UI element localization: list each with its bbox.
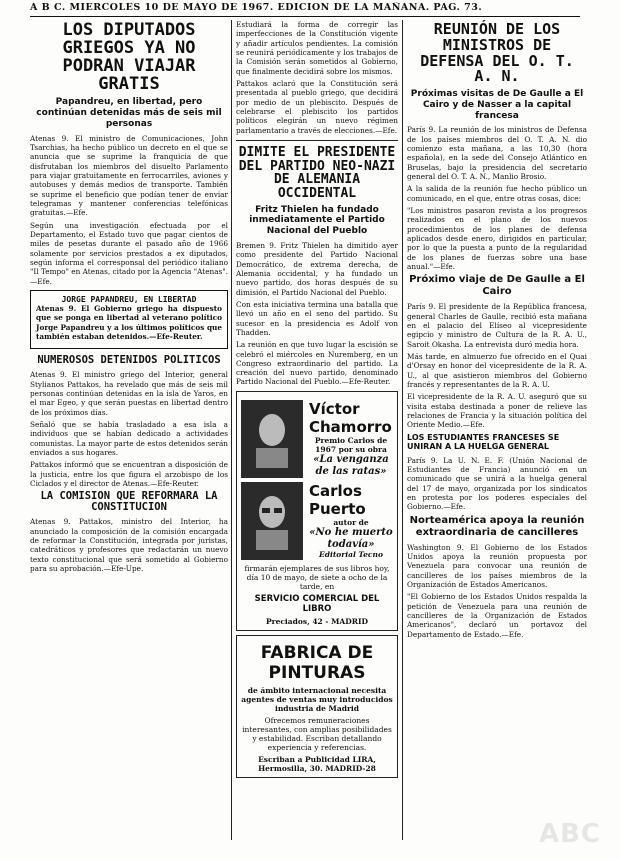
column-middle xyxy=(236,20,398,856)
article-paragraph: Bremen 9. Fritz Thielen ha dimitido ayer como presidente del Partido Nacional Democrático, de extrema derecha, de Alemania occidental, y ha fundado un nuevo partido, dos horas después de su dimisión, el Partido Nacional del Pueblo. xyxy=(236,240,398,297)
paint-factory-advertisement xyxy=(236,635,398,778)
subhead-thielen: Fritz Thielen ha fundado inmediatamente el Partido Nacional del Pueblo xyxy=(249,204,385,237)
book-title: «La venganza de las ratas» xyxy=(313,454,389,477)
column-right xyxy=(407,20,587,856)
headline-neo-nazi-party: DIMITE EL PRESIDENTE DEL PARTIDO NEO-NAZI DE ALEMANIA OCCIDENTAL xyxy=(238,144,396,201)
section-title-students: LOS ESTUDIANTES FRANCESES SE UNIRAN A LA HUELGA GENERAL xyxy=(407,432,560,452)
book-title: «No he muerto todavía» xyxy=(309,527,393,550)
article-paragraph: Atenas 9. Pattakos, ministro del Interior, ha anunciado la composición de la comisión encargada de reformar la Constitución, integrada por juristas, catedráticos y profesores que redactarán un nuevo texto constitucional que será sometido al Gobierno para su aprobación.—Efe-Upe. xyxy=(30,517,228,573)
autor-label: autor de xyxy=(333,518,369,528)
column-left xyxy=(30,20,228,856)
article-paragraph: Estudiará la forma de corregir las imperfecciones de la Constitución vigente y añadir artículos pendientes. La comisión se reunirá periódicamente y los trabajos de la Comisión serán sometidos al Gobierno, que finalmente decidirá sobre los mismos. xyxy=(236,20,398,76)
store-name: SERVICIO COMERCIAL DEL LIBRO xyxy=(254,593,380,614)
article-paragraph: La reunión en que tuvo lugar la escisión se celebró el miércoles en Nuremberg, en un Congreso extraordinario del partido. La creación del nuevo partido, denominado Partido Nacional del Pueblo.—Efe-Reuter. xyxy=(236,340,398,387)
headline-greek-deputies: LOS DIPUTADOS GRIEGOS YA NO PODRAN VIAJAR GRATIS xyxy=(62,20,196,94)
article-paragraph: Atenas 9. El ministro griego del Interior, general Stylianos Pattakos, ha revelado que más de seis mil personas continúan detenidas en la isla de Yaros, en el mar Egeo, y que serán puestas en libertad dentro de los próximos días. xyxy=(30,370,228,417)
article-paragraph: "Los ministros pasaron revista a los progresos realizados en el plano de los nuevos procedimientos de los planes de defensa aplicados desde enero, dirigidos en particular, por lo que la puesta a punto de la regularidad de los planes de fuerzas sobre una base anual."—Efe. xyxy=(407,206,587,271)
article-paragraph: París 9. El presidente de la República francesa, general Charles de Gaulle, recibió esta mañana en el palacio del Elíseo al vicepresidente egipcio y ministro de Cultura de la R. A. U., Saroit Okasha. La entrevista duró media hora. xyxy=(407,302,587,349)
box-title: JORGE PAPANDREU, EN LIBERTAD xyxy=(61,295,197,305)
signing-details: firmarán ejemplares de sus libros hoy, día 10 de mayo, de siete a ocho de la tarde, en xyxy=(244,563,390,591)
article-paragraph: Pattakos informó que se encuentran a disposición de la justicia, entre los que figura el arzobispo de los Ciclados y el director de Atenas.—Efe-Reuter. xyxy=(30,460,228,488)
ad-line: de ámbito internacional necesita agentes de ventas muy introducidos industria de Madrid xyxy=(241,685,393,713)
article-paragraph: París 9. La reunión de los ministros de Defensa de los países miembros del O. T. A. N. dio comienzo esta mañana, a las 10,30 (hora española), en la sede del Consejo Atlántico en Bruselas, bajo la presidencia del secretario general del O. T. A. N., Manlio Brosio. xyxy=(407,125,587,182)
headline-nato: REUNIÓN DE LOS MINISTROS DE DEFENSA DEL O. T. A. N. xyxy=(420,20,574,86)
author-block-puerto xyxy=(241,482,393,560)
article-paragraph: Según una investigación efectuada por el Departamento, el Estado tuvo que pagar cientos de miles de pesetas durante el pasado año de 1966 solamente por servicios prestados a ex diputados, según informa el corresponsal del periódico italiano "Il Tempo" en Atenas, citado por la Agencia "Atenas".—Efe. xyxy=(30,220,228,286)
subhead-de-gaulle: Próximas visitas de De Gaulle a El Cairo y de Nasser a la capital francesa xyxy=(410,89,584,121)
article-paragraph: A la salida de la reunión fue hecho público un comunicado, en el que, entre otras cosas, dice: xyxy=(407,184,587,203)
author-name: Víctor Chamorro xyxy=(309,400,392,437)
boxed-article-papandreu xyxy=(30,290,228,349)
author-block-chamorro xyxy=(241,400,393,478)
divider xyxy=(236,140,398,141)
column-divider xyxy=(231,20,232,840)
book-signing-advertisement xyxy=(236,391,398,631)
portrait-icon xyxy=(250,410,294,468)
award-text: Premio Carlos de 1967 por su obra xyxy=(314,436,388,455)
section-title-cairo: Próximo viaje de De Gaulle a El Cairo xyxy=(409,274,585,298)
ad-line: Escriban a Publicidad LIRA, Hermosilla, 30. MADRID-28 xyxy=(258,754,376,773)
store-address: Preciados, 42 - MADRID xyxy=(266,616,368,626)
section-title-detainees: NUMEROSOS DETENIDOS POLITICOS xyxy=(37,354,221,367)
article-paragraph: Más tarde, en almuerzo fue ofrecido en el Quai d'Orsay en honor del vicepresidente de la R. A. U., al que asistieron miembros del Gobierno francés y representantes de la R. A. U. xyxy=(407,351,587,389)
author-portrait xyxy=(241,400,303,478)
section-title-constitution: LA COMISION QUE REFORMARA LA CONSTITUCION xyxy=(40,490,218,514)
article-paragraph: Atenas 9. El ministro de Comunicaciones, John Tsarchias, ha hecho público un decreto en el que se anuncia que se suprime la franquicia de que disfrutaban los miembros del disuelto Parlamento para viajar gratuitamente en ferrocarriles, aviones y autobuses y demás medios de transporte. También se suprime el beneficio que podían tener de enviar telegramas y mantener conferencias telefónicas gratuitas.—Efe. xyxy=(30,133,228,218)
article-paragraph: París 9. La U. N. E. F. (Unión Nacional de Estudiantes de Francia) anunció en un comunicado que se unirá a la huelga general del 17 de mayo, organizada por los sindicatos en protesta por los poderes especiales del Gobierno.—Efe. xyxy=(407,455,587,512)
ad-title: FABRICA DE PINTURAS xyxy=(260,642,374,683)
article-paragraph: Pattakos aclaró que la Constitución será presentada al pueblo griego, que decidirá por medio de un plebiscito. Después de celebrarse el plebiscito los partidos políticos elegirán un nuevo régimen parlamentario a través de elecciones.—Efe. xyxy=(236,78,398,135)
section-title-oas: Norteamérica apoya la reunión extraordinaria de cancilleres xyxy=(409,514,585,538)
article-paragraph: El vicepresidente de la R. A. U. aseguró que su visita estaba destinada a poner de relieve las relaciones de Francia y la situación política del Oriente Medio.—Efe. xyxy=(407,392,587,430)
masthead: A B C. MIERCOLES 10 DE MAYO DE 1967. EDICION DE LA MAÑANA. PAG. 73. xyxy=(30,2,580,17)
portrait-icon xyxy=(250,492,294,550)
abc-watermark: ABC xyxy=(538,819,602,849)
article-paragraph: Con esta iniciativa termina una batalla que llevó un año en el seno del partido. Su sucesor en la presidencia es Adolf von Thadden. xyxy=(236,299,398,337)
author-portrait xyxy=(241,482,303,560)
subhead-papandreu: Papandreu, en libertad, pero continúan detenidas más de seis mil personas xyxy=(36,97,222,129)
ad-line: Ofrecemos remuneraciones interesantes, con amplias posibilidades y estabilidad. Escriban detallando experiencia y referencias. xyxy=(242,715,392,752)
author-name: Carlos Puerto xyxy=(309,482,366,519)
box-text: Atenas 9. El Gobierno griego ha dispuesto que se ponga en libertad al veterano político Jorge Papandreu y a los últimos políticos que también estaban detenidos.—Efe-Reuter. xyxy=(36,304,222,341)
column-divider xyxy=(402,20,403,840)
article-paragraph: Señaló que se había trasladado a esa isla a individuos que se habían dedicado a actividades comunistas. La mayor parte de estos detenidos serán enviados a sus hogares. xyxy=(30,419,228,457)
article-paragraph: Washington 9. El Gobierno de los Estados Unidos apoya la reunión propuesta por Venezuela para convocar una reunión de cancilleres de los países miembros de la Organización de Estados Americanos. xyxy=(407,542,587,590)
publisher: Editorial Tecno xyxy=(319,550,383,560)
article-paragraph: "El Gobierno de los Estados Unidos respalda la petición de Venezuela para una reunión de cancilleres de la Organización de Estados Americanos", declaró un portavoz del Departamento de Estado.—Efe. xyxy=(407,592,587,639)
